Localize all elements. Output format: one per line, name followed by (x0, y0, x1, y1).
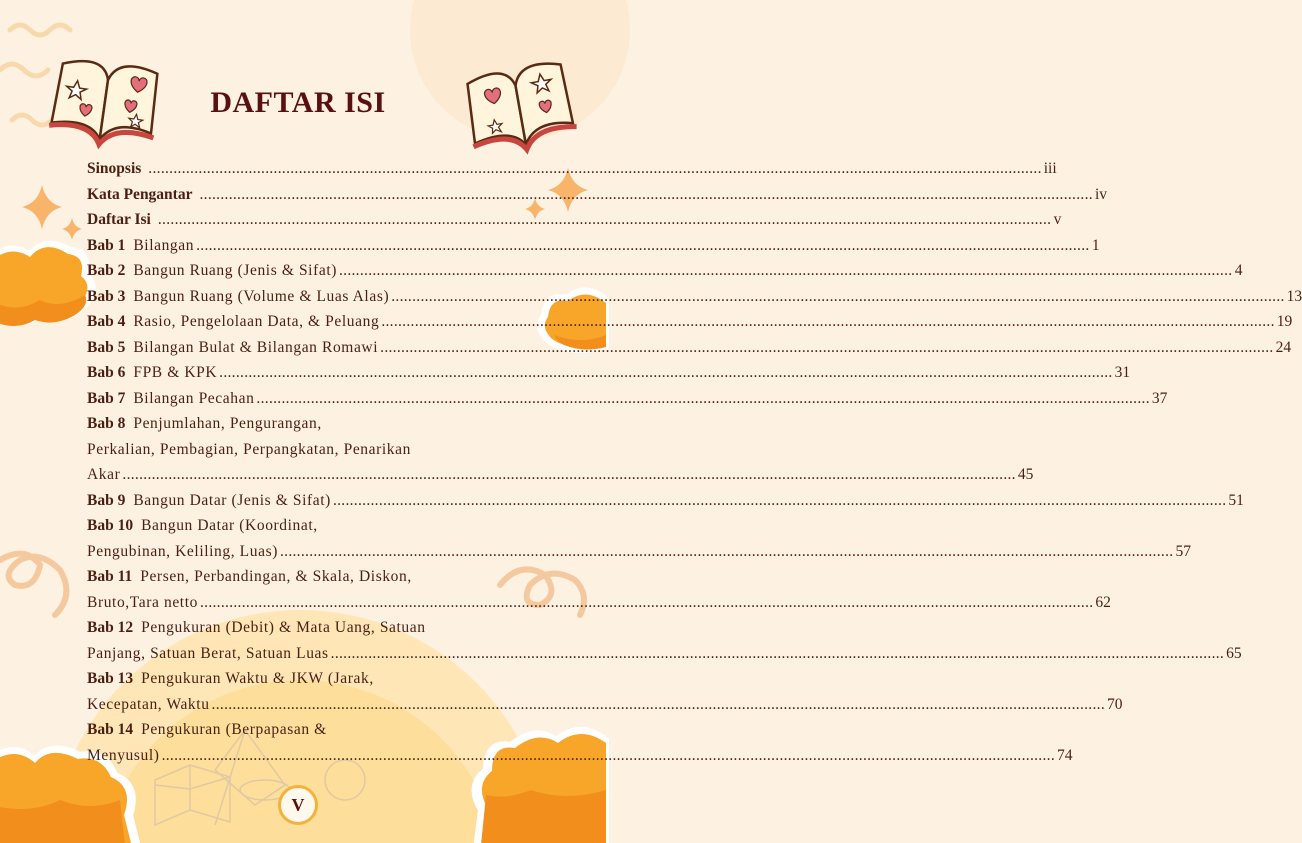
toc-entry (87, 389, 1168, 416)
toc-leader-dots (200, 594, 1093, 612)
toc-entry (87, 746, 1073, 773)
toc-entry (87, 211, 1062, 237)
toc-page-number: 74 (1057, 746, 1073, 764)
toc-entry (87, 415, 521, 441)
toc-chapter-label: Bab 6 (87, 364, 126, 381)
toc-chapter-title: Bangun Ruang (Jenis & Sifat) (133, 262, 337, 279)
toc-chapter-title: FPB & KPK (133, 364, 218, 381)
toc-chapter-title: Bilangan (133, 236, 195, 254)
toc-page-number: 57 (1175, 542, 1191, 560)
toc-leader-dots (148, 160, 1041, 178)
toc-chapter-label: Daftar Isi (87, 211, 151, 228)
toc-entry (87, 568, 521, 594)
toc-leader-dots (212, 696, 1105, 714)
toc-leader-dots (380, 339, 1273, 357)
toc-leader-dots (122, 466, 1015, 484)
toc-chapter-title: Bangun Datar (Jenis & Sifat) (133, 491, 331, 509)
table-of-contents (87, 160, 1302, 772)
toc-leader-dots (196, 237, 1089, 255)
toc-chapter-label: Bab 14 (87, 721, 134, 738)
toc-entry (87, 695, 1123, 722)
toc-chapter-title: Bilangan Bulat & Bilangan Romawi (133, 338, 379, 356)
toc-entry (87, 721, 521, 747)
toc-entry (87, 466, 1034, 492)
toc-chapter-title: Kecepatan, Waktu (87, 695, 210, 713)
toc-page-number: 70 (1107, 695, 1123, 713)
toc-entry (87, 542, 1191, 569)
toc-chapter-label: Bab 11 (87, 568, 133, 585)
toc-chapter-label: Bab 4 (87, 313, 126, 330)
toc-page-number: iii (1043, 160, 1057, 177)
toc-entry (87, 338, 1292, 365)
toc-entry (87, 287, 1302, 314)
toc-leader-dots (158, 211, 1051, 229)
toc-page-number: 37 (1151, 389, 1168, 407)
toc-chapter-label: Bab 12 (87, 619, 134, 636)
toc-chapter-label: Sinopsis (87, 160, 142, 177)
toc-leader-dots (381, 313, 1274, 331)
toc-chapter-title: Menyusul) (87, 746, 160, 764)
toc-entry (87, 491, 1244, 518)
toc-entry (87, 517, 521, 543)
toc-entry (87, 313, 1293, 339)
toc-chapter-title: Pengukuran Waktu & JKW (Jarak, (141, 670, 374, 687)
toc-entry (87, 262, 1243, 288)
toc-leader-dots (162, 747, 1055, 765)
toc-chapter-label: Bab 8 (87, 415, 126, 432)
toc-chapter-title: Bangun Ruang (Volume & Luas Alas) (133, 287, 390, 305)
toc-chapter-label: Bab 2 (87, 262, 126, 279)
toc-entry (87, 593, 1111, 620)
page-number-badge: V (278, 785, 318, 825)
toc-leader-dots (331, 645, 1224, 663)
toc-entry (87, 441, 521, 467)
toc-leader-dots (391, 288, 1284, 306)
toc-page-number: 24 (1275, 338, 1292, 356)
toc-leader-dots (280, 543, 1173, 561)
toc-chapter-label: Bab 3 (87, 287, 126, 305)
toc-chapter-label: Kata Pengantar (87, 185, 193, 203)
toc-page-number: 4 (1234, 262, 1243, 279)
cloud-icon (0, 244, 93, 326)
toc-entry (87, 644, 1242, 671)
toc-chapter-title: Bilangan Pecahan (133, 389, 255, 407)
toc-chapter-label: Bab 1 (87, 236, 126, 254)
toc-chapter-title: Penjumlahan, Pengurangan, (133, 415, 322, 432)
toc-page-number: 31 (1114, 364, 1131, 381)
toc-page-number: 51 (1228, 491, 1244, 509)
toc-chapter-title: Pengukuran (Debit) & Mata Uang, Satuan (141, 619, 426, 636)
toc-chapter-title: Bruto,Tara netto (87, 593, 198, 611)
toc-chapter-label: Bab 5 (87, 338, 126, 356)
toc-page-number: 45 (1017, 466, 1034, 483)
toc-chapter-title: Persen, Perbandingan, & Skala, Diskon, (140, 568, 412, 585)
toc-page-number: 62 (1095, 593, 1111, 611)
toc-entry (87, 185, 1107, 212)
toc-page-number: iv (1094, 185, 1107, 203)
toc-entry (87, 670, 521, 696)
toc-chapter-label: Bab 13 (87, 670, 134, 687)
toc-chapter-title: Akar (87, 466, 121, 483)
toc-page-number: 65 (1226, 644, 1242, 662)
toc-leader-dots (339, 262, 1232, 280)
toc-chapter-label: Bab 9 (87, 491, 126, 509)
toc-chapter-title: Bangun Datar (Koordinat, (141, 517, 318, 534)
toc-entry (87, 236, 1100, 263)
toc-entry (87, 364, 1131, 390)
toc-page-number: 13 (1286, 287, 1302, 305)
toc-chapter-title: Pengukuran (Berpapasan & (141, 721, 327, 738)
toc-page-number: 19 (1276, 313, 1293, 330)
toc-leader-dots (256, 390, 1149, 408)
toc-chapter-title: Perkalian, Pembagian, Perpangkatan, Penarikan (87, 440, 411, 458)
toc-chapter-label: Bab 7 (87, 389, 126, 407)
toc-leader-dots (333, 492, 1226, 510)
toc-chapter-title: Panjang, Satuan Berat, Satuan Luas (87, 644, 329, 662)
toc-entry (87, 619, 521, 645)
toc-chapter-title: Pengubinan, Keliling, Luas) (87, 542, 278, 560)
toc-page-number: v (1053, 211, 1062, 228)
toc-entry (87, 160, 1057, 186)
toc-chapter-title: Rasio, Pengelolaan Data, & Peluang (133, 313, 380, 330)
toc-chapter-label: Bab 10 (87, 517, 134, 534)
toc-leader-dots (199, 186, 1092, 204)
toc-page-number: 1 (1091, 236, 1100, 254)
toc-leader-dots (219, 364, 1112, 382)
page-title: DAFTAR ISI (210, 86, 386, 119)
